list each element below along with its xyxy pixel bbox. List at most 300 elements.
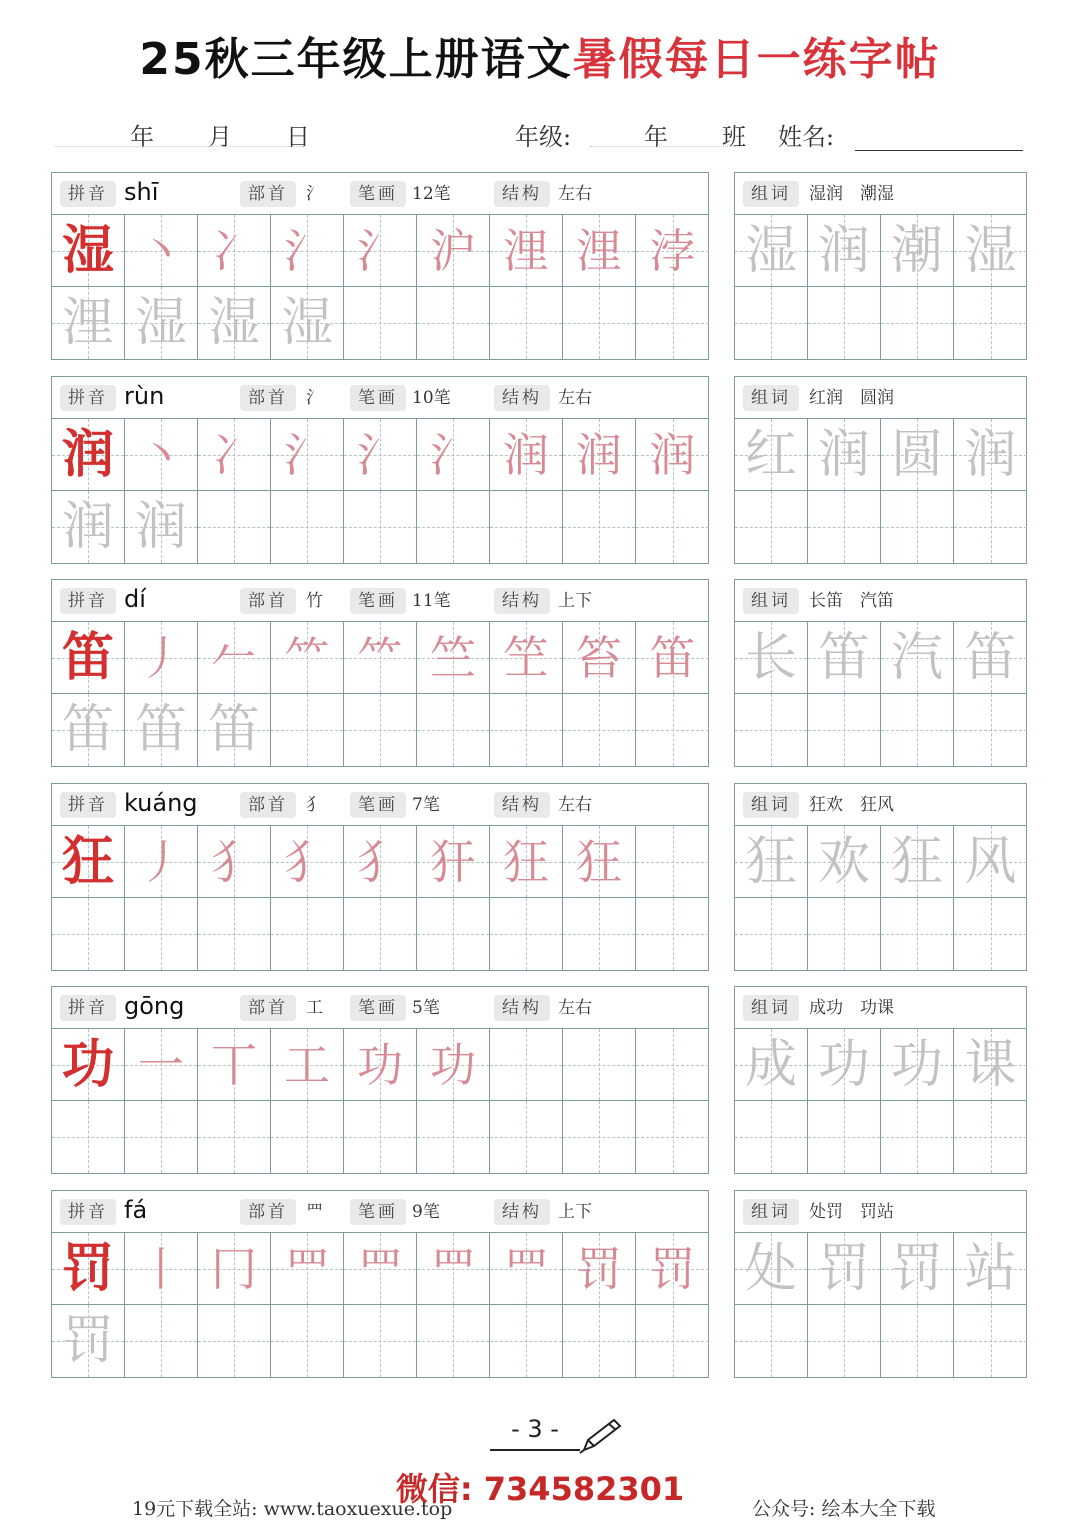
- trace-character: [271, 694, 343, 766]
- tianzi-cell[interactable]: [344, 419, 417, 491]
- tianzi-cell[interactable]: [563, 1029, 636, 1101]
- char-block-4: [0, 783, 1080, 973]
- tianzi-cell[interactable]: [271, 898, 344, 970]
- word-trace-character: 功: [890, 1035, 943, 1095]
- tianzi-cell[interactable]: [271, 694, 344, 766]
- tianzi-cell[interactable]: [417, 694, 490, 766]
- strokes-value: 10笔: [412, 388, 451, 408]
- word-trace-character: 功: [817, 1035, 870, 1095]
- char-info-bar: [52, 173, 708, 215]
- stroke-order-step: 冂: [211, 1242, 257, 1296]
- tianzi-cell[interactable]: [954, 898, 1027, 970]
- pinyin-tag: 拼音: [60, 588, 116, 614]
- tianzi-cell[interactable]: [344, 1305, 417, 1377]
- words-value: 长笛 汽笛: [809, 591, 894, 611]
- tianzi-cell[interactable]: [563, 694, 636, 766]
- trace-character: [636, 898, 709, 970]
- char-info-bar: [52, 987, 708, 1029]
- trace-character: [417, 491, 489, 563]
- tianzi-cell[interactable]: [125, 215, 198, 287]
- tianzi-cell[interactable]: [344, 215, 417, 287]
- tianzi-cell[interactable]: [271, 1233, 344, 1305]
- tianzi-cell[interactable]: [636, 1233, 709, 1305]
- stroke-order-step: 氵: [357, 428, 403, 482]
- stroke-order-step: 丿: [138, 835, 184, 889]
- trace-character: [636, 491, 709, 563]
- word-practice-panel: [734, 172, 1027, 360]
- grade-dotted-line: [590, 146, 740, 147]
- tianzi-cell[interactable]: [198, 622, 271, 694]
- tianzi-cell[interactable]: [881, 1029, 954, 1101]
- stroke-order-step: 功: [430, 1038, 476, 1092]
- stroke-order-step: 𠂉: [211, 631, 257, 685]
- tianzi-cell[interactable]: [881, 1233, 954, 1305]
- tianzi-cell[interactable]: [563, 491, 636, 563]
- trace-character: 笛: [207, 700, 260, 760]
- tianzi-cell[interactable]: [735, 622, 808, 694]
- tianzi-cell[interactable]: [417, 622, 490, 694]
- tianzi-cell[interactable]: [636, 898, 709, 970]
- trace-character: [125, 1305, 197, 1377]
- trace-character: [198, 898, 270, 970]
- char-practice-panel: [51, 579, 709, 767]
- title-part1: 25秋三年级上册语文: [139, 34, 573, 85]
- word-trace-character: 湿: [964, 221, 1017, 281]
- trace-character: [636, 694, 709, 766]
- trace-character: [417, 898, 489, 970]
- trace-character: [417, 1101, 489, 1173]
- tianzi-cell[interactable]: [881, 287, 954, 359]
- char-practice-panel: [51, 172, 709, 360]
- radical-value: 氵: [306, 388, 323, 408]
- radical-tag: 部首: [240, 792, 296, 818]
- tianzi-cell[interactable]: [735, 287, 808, 359]
- stroke-order-step: 笞: [576, 631, 622, 685]
- word-trace-character: 潮: [890, 221, 943, 281]
- tianzi-cell[interactable]: [271, 1101, 344, 1173]
- tianzi-cell[interactable]: [636, 491, 709, 563]
- trace-character: [490, 1101, 562, 1173]
- word-trace-character: 欢: [817, 832, 870, 892]
- tianzi-cell[interactable]: [52, 898, 125, 970]
- radical-tag: 部首: [240, 1199, 296, 1225]
- tianzi-cell[interactable]: [52, 287, 125, 359]
- tianzi-cell[interactable]: [636, 287, 709, 359]
- stroke-order-step: [636, 1029, 709, 1100]
- tianzi-cell[interactable]: [563, 898, 636, 970]
- stroke-order-step: 竺: [430, 631, 476, 685]
- tianzi-cell[interactable]: [52, 1305, 125, 1377]
- word-trace-character: 润: [964, 425, 1017, 485]
- tianzi-cell[interactable]: [954, 491, 1027, 563]
- stroke-order-step: ⺮: [284, 631, 330, 685]
- tianzi-cell[interactable]: [125, 1101, 198, 1173]
- stroke-order-step: 丅: [211, 1038, 257, 1092]
- tianzi-cell[interactable]: [417, 898, 490, 970]
- tianzi-cell[interactable]: [490, 622, 563, 694]
- tianzi-cell[interactable]: [198, 215, 271, 287]
- tianzi-cell[interactable]: [271, 491, 344, 563]
- tianzi-cell[interactable]: [636, 1101, 709, 1173]
- date-year-label: 年: [130, 123, 154, 151]
- tianzi-cell[interactable]: [636, 1029, 709, 1101]
- trace-character: [344, 491, 416, 563]
- tianzi-cell[interactable]: [954, 622, 1027, 694]
- tianzi-cell[interactable]: [735, 1029, 808, 1101]
- word-trace-character: 笛: [964, 628, 1017, 688]
- words-info-bar: [735, 377, 1026, 419]
- tianzi-cell[interactable]: [417, 1233, 490, 1305]
- tianzi-cell[interactable]: [808, 898, 881, 970]
- tianzi-cell[interactable]: [125, 287, 198, 359]
- trace-character: [417, 287, 489, 359]
- tianzi-cell[interactable]: [954, 287, 1027, 359]
- tianzi-cell[interactable]: [417, 419, 490, 491]
- tianzi-cell[interactable]: [125, 1233, 198, 1305]
- stroke-order-step: 犴: [430, 835, 476, 889]
- tianzi-cell[interactable]: [881, 1101, 954, 1173]
- stroke-order-step: 浬: [503, 224, 549, 278]
- tianzi-cell[interactable]: [954, 694, 1027, 766]
- tianzi-cell[interactable]: [125, 694, 198, 766]
- trace-character: [344, 694, 416, 766]
- tianzi-cell[interactable]: [563, 419, 636, 491]
- trace-character: [636, 287, 709, 359]
- tianzi-cell[interactable]: [344, 491, 417, 563]
- tianzi-cell[interactable]: [563, 826, 636, 898]
- tianzi-cell[interactable]: [881, 826, 954, 898]
- header-fields: [0, 120, 1080, 154]
- stroke-order-step: 罒: [357, 1242, 403, 1296]
- tianzi-cell[interactable]: [808, 287, 881, 359]
- tianzi-cell[interactable]: [344, 898, 417, 970]
- word-trace-character: 长: [744, 628, 797, 688]
- strokes-tag: 笔画: [350, 995, 406, 1021]
- tianzi-cell[interactable]: [344, 287, 417, 359]
- footer-right-account: 公众号: 绘本大全下载: [752, 1498, 936, 1520]
- tianzi-cell[interactable]: [636, 694, 709, 766]
- tianzi-cell[interactable]: [417, 215, 490, 287]
- tianzi-cell[interactable]: [198, 1305, 271, 1377]
- trace-character: [344, 898, 416, 970]
- tianzi-cell[interactable]: [808, 1233, 881, 1305]
- structure-value: 左右: [558, 795, 592, 815]
- tianzi-cell[interactable]: [563, 215, 636, 287]
- word-trace-character: 罚: [817, 1239, 870, 1299]
- tianzi-cell[interactable]: [125, 1305, 198, 1377]
- words-info-bar: [735, 1191, 1026, 1233]
- tianzi-cell[interactable]: [198, 419, 271, 491]
- trace-character: [125, 1101, 197, 1173]
- tianzi-cell[interactable]: [490, 1233, 563, 1305]
- tianzi-cell[interactable]: [808, 215, 881, 287]
- tianzi-cell[interactable]: [735, 826, 808, 898]
- date-month-label: 月: [208, 123, 232, 151]
- tianzi-cell[interactable]: [490, 1305, 563, 1377]
- tianzi-cell[interactable]: [52, 215, 125, 287]
- tianzi-cell[interactable]: [198, 287, 271, 359]
- trace-character: [563, 491, 635, 563]
- main-character: 功: [61, 1034, 114, 1095]
- tianzi-cell[interactable]: [563, 287, 636, 359]
- tianzi-cell[interactable]: [271, 287, 344, 359]
- trace-character: [490, 694, 562, 766]
- tianzi-cell[interactable]: [198, 826, 271, 898]
- tianzi-cell[interactable]: [271, 215, 344, 287]
- word-practice-panel: [734, 986, 1027, 1174]
- tianzi-cell[interactable]: [563, 1101, 636, 1173]
- tianzi-cell[interactable]: [52, 1101, 125, 1173]
- tianzi-cell[interactable]: [563, 1233, 636, 1305]
- name-label: 姓名:: [778, 123, 835, 151]
- tianzi-cell[interactable]: [344, 826, 417, 898]
- stroke-order-step: 罒: [430, 1242, 476, 1296]
- stroke-order-step: 狂: [503, 835, 549, 889]
- title-part2: 暑假每日一练字帖: [572, 34, 941, 85]
- tianzi-cell[interactable]: [735, 491, 808, 563]
- tianzi-cell[interactable]: [563, 622, 636, 694]
- trace-character: [490, 898, 562, 970]
- word-trace-character: 成: [744, 1035, 797, 1095]
- tianzi-cell[interactable]: [636, 419, 709, 491]
- words-tag: 组词: [743, 588, 799, 614]
- structure-tag: 结构: [494, 792, 550, 818]
- tianzi-cell[interactable]: [198, 1233, 271, 1305]
- stroke-order-step: 功: [357, 1038, 403, 1092]
- word-trace-character: 汽: [890, 628, 943, 688]
- strokes-tag: 笔画: [350, 181, 406, 207]
- tianzi-cell[interactable]: [808, 1101, 881, 1173]
- tianzi-cell[interactable]: [52, 1029, 125, 1101]
- tianzi-cell[interactable]: [271, 419, 344, 491]
- tianzi-cell[interactable]: [125, 826, 198, 898]
- char-info-bar: [52, 580, 708, 622]
- tianzi-cell[interactable]: [417, 1305, 490, 1377]
- words-tag: 组词: [743, 995, 799, 1021]
- tianzi-cell[interactable]: [808, 419, 881, 491]
- radical-tag: 部首: [240, 588, 296, 614]
- char-block-1: [0, 172, 1080, 362]
- tianzi-cell[interactable]: [881, 622, 954, 694]
- tianzi-cell[interactable]: [881, 419, 954, 491]
- tianzi-cell[interactable]: [636, 1305, 709, 1377]
- words-value: 红润 圆润: [809, 388, 894, 408]
- stroke-order-step: 一: [138, 1038, 184, 1092]
- words-tag: 组词: [743, 792, 799, 818]
- grade-label: 年级:: [515, 123, 572, 151]
- strokes-tag: 笔画: [350, 792, 406, 818]
- tianzi-cell[interactable]: [954, 419, 1027, 491]
- tianzi-cell[interactable]: [271, 1029, 344, 1101]
- stroke-order-step: [563, 1029, 635, 1100]
- tianzi-cell[interactable]: [490, 694, 563, 766]
- trace-character: [417, 1305, 489, 1377]
- pinyin-value: rùn: [124, 382, 165, 410]
- tianzi-cell[interactable]: [125, 898, 198, 970]
- tianzi-cell[interactable]: [198, 898, 271, 970]
- tianzi-cell[interactable]: [735, 694, 808, 766]
- tianzi-cell[interactable]: [490, 1029, 563, 1101]
- stroke-order-step: 工: [284, 1038, 330, 1092]
- main-character: 润: [61, 424, 114, 485]
- word-trace-character: 罚: [890, 1239, 943, 1299]
- tianzi-cell[interactable]: [735, 898, 808, 970]
- tianzi-cell[interactable]: [417, 1029, 490, 1101]
- tianzi-cell[interactable]: [52, 491, 125, 563]
- tianzi-cell[interactable]: [344, 1029, 417, 1101]
- tianzi-cell[interactable]: [735, 419, 808, 491]
- trace-character: [52, 1101, 124, 1173]
- tianzi-cell[interactable]: [52, 622, 125, 694]
- tianzi-cell[interactable]: [881, 215, 954, 287]
- char-practice-panel: [51, 783, 709, 971]
- tianzi-cell[interactable]: [125, 491, 198, 563]
- stroke-order-step: 浬: [576, 224, 622, 278]
- tianzi-cell[interactable]: [954, 1029, 1027, 1101]
- stroke-order-step: [636, 826, 709, 897]
- tianzi-cell[interactable]: [490, 898, 563, 970]
- tianzi-cell[interactable]: [808, 1029, 881, 1101]
- strokes-tag: 笔画: [350, 1199, 406, 1225]
- tianzi-cell[interactable]: [198, 1101, 271, 1173]
- trace-character: 润: [61, 497, 114, 557]
- tianzi-cell[interactable]: [808, 826, 881, 898]
- tianzi-cell[interactable]: [52, 1233, 125, 1305]
- trace-character: 笛: [134, 700, 187, 760]
- radical-value: 工: [306, 998, 323, 1018]
- strokes-value: 12笔: [412, 184, 451, 204]
- tianzi-cell[interactable]: [490, 419, 563, 491]
- tianzi-cell[interactable]: [52, 694, 125, 766]
- tianzi-cell[interactable]: [808, 1305, 881, 1377]
- pinyin-value: fá: [124, 1196, 148, 1224]
- tianzi-cell[interactable]: [954, 1305, 1027, 1377]
- tianzi-cell[interactable]: [881, 694, 954, 766]
- char-block-6: [0, 1190, 1080, 1380]
- tianzi-cell[interactable]: [344, 622, 417, 694]
- tianzi-cell[interactable]: [808, 694, 881, 766]
- tianzi-cell[interactable]: [198, 694, 271, 766]
- date-dotted-line: [55, 146, 305, 147]
- tianzi-cell[interactable]: [344, 694, 417, 766]
- tianzi-cell[interactable]: [125, 419, 198, 491]
- tianzi-cell[interactable]: [808, 491, 881, 563]
- tianzi-cell[interactable]: [954, 826, 1027, 898]
- tianzi-cell[interactable]: [271, 1305, 344, 1377]
- tianzi-cell[interactable]: [954, 1233, 1027, 1305]
- stroke-order-step: 犭: [357, 835, 403, 889]
- radical-value: 罒: [306, 1202, 323, 1222]
- word-trace-character: 狂: [890, 832, 943, 892]
- tianzi-cell[interactable]: [735, 1233, 808, 1305]
- tianzi-cell[interactable]: [490, 215, 563, 287]
- word-trace-character: 处: [744, 1239, 797, 1299]
- stroke-order-step: 笛: [649, 631, 696, 685]
- trace-character: 湿: [207, 293, 260, 353]
- trace-character: [198, 1101, 270, 1173]
- tianzi-cell[interactable]: [490, 1101, 563, 1173]
- tianzi-cell[interactable]: [52, 419, 125, 491]
- char-block-5: [0, 986, 1080, 1176]
- tianzi-cell[interactable]: [636, 215, 709, 287]
- tianzi-cell[interactable]: [52, 826, 125, 898]
- tianzi-cell[interactable]: [417, 826, 490, 898]
- tianzi-cell[interactable]: [881, 898, 954, 970]
- tianzi-cell[interactable]: [417, 491, 490, 563]
- pinyin-tag: 拼音: [60, 995, 116, 1021]
- tianzi-cell[interactable]: [198, 491, 271, 563]
- tianzi-cell[interactable]: [271, 622, 344, 694]
- tianzi-cell[interactable]: [125, 622, 198, 694]
- page-title: [0, 30, 1080, 90]
- radical-value: 犭: [306, 795, 323, 815]
- tianzi-cell[interactable]: [490, 287, 563, 359]
- tianzi-cell[interactable]: [735, 1101, 808, 1173]
- structure-value: 左右: [558, 184, 592, 204]
- char-practice-panel: [51, 986, 709, 1174]
- tianzi-cell[interactable]: [808, 622, 881, 694]
- tianzi-cell[interactable]: [954, 215, 1027, 287]
- trace-character: [563, 694, 635, 766]
- words-tag: 组词: [743, 385, 799, 411]
- stroke-order-step: 丶: [138, 428, 184, 482]
- char-practice-panel: [51, 376, 709, 564]
- word-practice-panel: [734, 783, 1027, 971]
- trace-character: [563, 1305, 635, 1377]
- tianzi-cell[interactable]: [271, 826, 344, 898]
- structure-tag: 结构: [494, 588, 550, 614]
- trace-character: [271, 1101, 343, 1173]
- stroke-order-step: [490, 1029, 562, 1100]
- pinyin-value: dí: [124, 585, 146, 613]
- tianzi-cell[interactable]: [735, 215, 808, 287]
- trace-character: [490, 287, 562, 359]
- tianzi-cell[interactable]: [198, 1029, 271, 1101]
- tianzi-cell[interactable]: [417, 287, 490, 359]
- words-value: 湿润 潮湿: [809, 184, 894, 204]
- pinyin-value: kuáng: [124, 789, 198, 817]
- trace-character: 润: [134, 497, 187, 557]
- tianzi-cell[interactable]: [344, 1233, 417, 1305]
- words-value: 狂欢 狂风: [809, 795, 894, 815]
- tianzi-cell[interactable]: [636, 826, 709, 898]
- words-tag: 组词: [743, 1199, 799, 1225]
- tianzi-cell[interactable]: [490, 826, 563, 898]
- tianzi-cell[interactable]: [417, 1101, 490, 1173]
- word-trace-character: 风: [964, 832, 1017, 892]
- word-trace-character: 站: [964, 1239, 1017, 1299]
- tianzi-cell[interactable]: [125, 1029, 198, 1101]
- tianzi-cell[interactable]: [954, 1101, 1027, 1173]
- tianzi-cell[interactable]: [735, 1305, 808, 1377]
- word-practice-panel: [734, 1190, 1027, 1378]
- structure-value: 左右: [558, 998, 592, 1018]
- trace-character: [198, 491, 270, 563]
- tianzi-cell[interactable]: [490, 491, 563, 563]
- name-underline[interactable]: [855, 150, 1023, 151]
- trace-character: 浬: [61, 293, 114, 353]
- trace-character: [563, 287, 635, 359]
- tianzi-cell[interactable]: [636, 622, 709, 694]
- tianzi-cell[interactable]: [563, 1305, 636, 1377]
- trace-character: 湿: [280, 293, 333, 353]
- tianzi-cell[interactable]: [344, 1101, 417, 1173]
- char-block-3: [0, 579, 1080, 769]
- wechat-contact: 微信: 734582301: [395, 1470, 685, 1508]
- page-number-underline: [490, 1449, 580, 1451]
- tianzi-cell[interactable]: [881, 491, 954, 563]
- tianzi-cell[interactable]: [881, 1305, 954, 1377]
